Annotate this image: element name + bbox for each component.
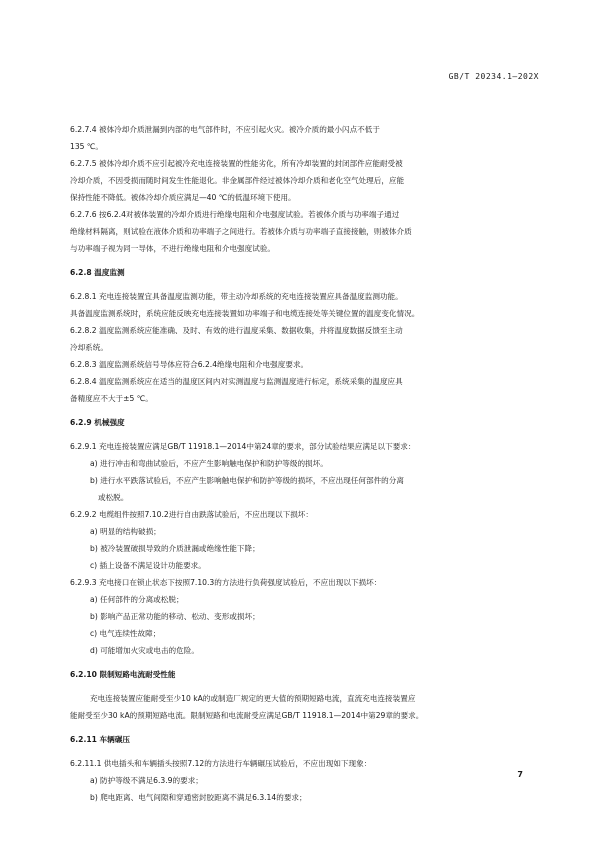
list-item: d) 可能增加火灾或电击的危险。 <box>90 646 199 655</box>
clause-text-line: 6.2.8.4 温度监测系统应在适当的温度区间内对实测温度与监测温度进行标定，系统采集的温度应具 <box>70 377 403 386</box>
clause-text-line: 6.2.7.5 被体冷却介质不应引起被冷充电连接装置的性能劣化，所有冷却装置的封闭部件应能耐受被 <box>70 159 403 168</box>
clause-text-line: 6.2.8.2 温度监测系统应能准确、及时、有效的进行温度采集、数据收集，并将温度数据反馈至主动 <box>70 326 403 335</box>
list-item: b) 影响产品正常功能的移动、松动、变形或损坏； <box>90 612 260 621</box>
clause-text-line: 6.2.8.1 充电连接装置宜具备温度监测功能，带主动冷却系统的充电连接装置应具备温度监测功能。 <box>70 292 403 301</box>
paragraph-gap <box>70 748 542 755</box>
section-heading: 6.2.9 机械强度 <box>70 418 125 427</box>
clause-text-line: 6.2.7.6 按6.2.4对被体装置的冷却介质进行绝缘电阻和介电强度试验。若被体介质与功率端子通过 <box>70 210 400 219</box>
list-item: a) 防护等级不满足6.3.9的要求； <box>90 776 203 785</box>
clause-text-line: 冷却系统。 <box>70 343 108 352</box>
paragraph-gap <box>70 281 542 288</box>
clause-text-line: 135 ℃。 <box>70 142 104 151</box>
paragraph-gap <box>70 724 542 731</box>
list-item: b) 被冷装置破损导致的介质泄漏或绝缘性能下降； <box>90 544 260 553</box>
clause-text-line: 保持性能不降低。被体冷却介质应满足—40 ℃的低温环境下使用。 <box>70 193 296 202</box>
paragraph-gap <box>70 683 542 690</box>
paragraph-gap <box>70 257 542 264</box>
clause-text-line: 6.2.9.3 充电接口在锁止状态下按照7.10.3的方法进行负荷强度试验后，不应出现以下损坏： <box>70 578 382 587</box>
list-item: a) 任何部件的分离或松脱； <box>90 595 184 604</box>
list-item: c) 插上设备不满足设计功能要求。 <box>90 561 206 570</box>
list-item: b) 进行水平跌落试验后，不应产生影响触电保护和防护等级的损坏，不应出现任何部件的分离 <box>90 476 404 485</box>
clause-text-line: 备精度应不大于±5 ℃。 <box>70 394 153 403</box>
list-item: b) 爬电距离、电气间隙和穿通密封胶距离不满足6.3.14的要求； <box>90 793 307 802</box>
list-item: a) 进行冲击和弯曲试验后，不应产生影响触电保护和防护等级的损坏。 <box>90 459 328 468</box>
list-item-continuation: 或松脱。 <box>98 493 129 502</box>
list-item: c) 电气连续性故障； <box>90 629 161 638</box>
document-code-header: GB/T 20234.1—202X <box>448 72 539 81</box>
section-heading: 6.2.11 车辆碾压 <box>70 735 130 744</box>
clause-text-line: 6.2.9.1 充电连接装置应满足GB/T 11918.1—2014中第24章的要求，部分试验结果应满足以下要求： <box>70 442 416 451</box>
paragraph-gap <box>70 431 542 438</box>
clause-text-line: 6.2.9.2 电缆组件按照7.10.2进行自由跌落试验后，不应出现以下损坏： <box>70 510 313 519</box>
document-body <box>70 121 542 806</box>
clause-text-line: 6.2.8.3 温度监测系统信号导体应符合6.2.4绝缘电阻和介电强度要求。 <box>70 360 309 369</box>
clause-text-line: 绝缘材料隔离，则试验在液体介质和功率端子之间进行。若被体介质与功率端子直接接触，则被体介质 <box>70 227 412 236</box>
page-number: 7 <box>517 770 523 779</box>
clause-text-line: 6.2.11.1 供电插头和车辆插头按照7.12的方法进行车辆碾压试验后，不应出现如下现象： <box>70 759 372 768</box>
section-heading: 6.2.8 温度监测 <box>70 268 125 277</box>
clause-text-line: 具备温度监测系统时，系统应能反映充电连接装置如功率端子和电缆连接处等关键位置的温度变化情况。 <box>70 309 420 318</box>
list-item: a) 明显的结构破损； <box>90 527 161 536</box>
clause-text-line: 6.2.7.4 被体冷却介质泄漏到内部的电气部件时，不应引起火灾。被冷介质的最小闪点不低于 <box>70 125 380 134</box>
paragraph-gap <box>70 407 542 414</box>
list-item: 充电连接装置应能耐受至少10 kA的或制造厂规定的更大值的预期短路电流，直流充电连接装置应 <box>90 694 416 703</box>
clause-text-line: 冷却介质，不因受损而随时间发生性能退化。非金属部件经过被体冷却介质和老化空气处理后，应能 <box>70 176 405 185</box>
clause-text-line: 与功率端子视为同一导体，不进行绝缘电阻和介电强度试验。 <box>70 244 276 253</box>
clause-text-line: 能耐受至少30 kA的预期短路电流。限制短路和电流耐受应满足GB/T 11918.1—2014中第29章的要求。 <box>70 711 424 720</box>
paragraph-gap <box>70 659 542 666</box>
section-heading: 6.2.10 限制短路电流耐受性能 <box>70 670 176 679</box>
